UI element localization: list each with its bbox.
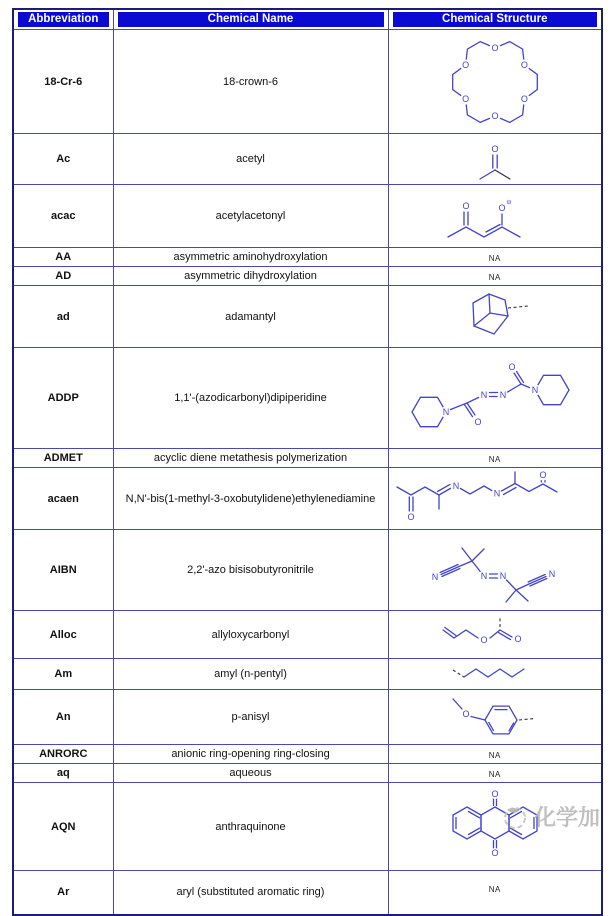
- acetyl-structure: [463, 134, 527, 184]
- header-row: [13, 9, 602, 30]
- adamantyl-structure: [449, 289, 541, 345]
- table-row: [13, 348, 602, 449]
- abbreviation-cell: AA: [13, 248, 113, 267]
- svg-text:N: N: [480, 571, 487, 582]
- header-chemical-structure-label: Chemical Structure: [393, 12, 598, 27]
- chemical-structure-cell: [388, 248, 602, 267]
- table-row: [13, 611, 602, 659]
- na-label: NA: [488, 254, 501, 263]
- abbreviation-cell: An: [13, 690, 113, 745]
- abbreviation-table: [12, 8, 603, 916]
- header-chemical-name: [113, 9, 388, 30]
- svg-text:O: O: [520, 93, 528, 104]
- abbreviation-cell: ADMET: [13, 449, 113, 468]
- acaen-structure: [389, 469, 604, 529]
- chemical-structure-cell: [388, 871, 602, 915]
- header-abbreviation: [13, 9, 113, 30]
- aibn-structure: [415, 530, 575, 610]
- svg-text:N: N: [442, 407, 449, 418]
- chemical-name-cell: asymmetric dihydroxylation: [113, 267, 388, 286]
- table-row: [13, 468, 602, 530]
- svg-text:O: O: [474, 417, 482, 428]
- abbreviation-cell: ANRORC: [13, 745, 113, 764]
- chemical-name-cell: adamantyl: [113, 286, 388, 348]
- chemical-structure-cell: [388, 659, 602, 690]
- chemical-name-cell: aryl (substituted aromatic ring): [113, 871, 388, 915]
- chemical-name-cell: 1,1'-(azodicarbonyl)dipiperidine: [113, 348, 388, 449]
- alloc-structure: [435, 612, 555, 658]
- chemical-structure-cell: [388, 449, 602, 468]
- svg-text:N: N: [493, 488, 500, 499]
- table-row: [13, 530, 602, 611]
- abbreviation-cell: acac: [13, 185, 113, 248]
- chemical-name-cell: p-anisyl: [113, 690, 388, 745]
- abbreviation-cell: Alloc: [13, 611, 113, 659]
- svg-text:N: N: [499, 571, 506, 582]
- svg-text:N: N: [548, 569, 555, 580]
- svg-text:O: O: [491, 42, 499, 53]
- chemical-name-cell: 2,2'-azo bisisobutyronitrile: [113, 530, 388, 611]
- chemical-structure-cell: [388, 764, 602, 783]
- abbreviation-cell: Am: [13, 659, 113, 690]
- watermark-text: 化学加: [533, 805, 600, 830]
- abbreviation-cell: Ar: [13, 871, 113, 915]
- chemical-structure-cell: [388, 286, 602, 348]
- svg-text:N: N: [499, 390, 506, 401]
- abbreviation-cell: 18-Cr-6: [13, 30, 113, 134]
- chemical-name-cell: acetylacetonyl: [113, 185, 388, 248]
- abbreviation-cell: AD: [13, 267, 113, 286]
- svg-text:N: N: [531, 385, 538, 396]
- table-row: [13, 30, 602, 134]
- chemical-structure-cell: [388, 530, 602, 611]
- addp-structure: [395, 348, 595, 448]
- acetylacetonyl-structure: [440, 185, 550, 247]
- svg-text:O: O: [461, 59, 469, 70]
- svg-text:O: O: [498, 203, 506, 214]
- abbreviation-cell: acaen: [13, 468, 113, 530]
- chemical-structure-cell: [388, 690, 602, 745]
- table-row: [13, 134, 602, 185]
- svg-text:O: O: [406, 511, 415, 522]
- svg-text:N: N: [480, 390, 487, 401]
- chemical-structure-cell: [388, 611, 602, 659]
- table-row: [13, 267, 602, 286]
- svg-text:O: O: [508, 362, 516, 373]
- abbreviation-cell: AIBN: [13, 530, 113, 611]
- huaxuejia-logo-icon: [501, 803, 529, 831]
- table-row: [13, 449, 602, 468]
- svg-text:O: O: [491, 847, 499, 858]
- svg-text:O: O: [491, 110, 499, 121]
- table-row: [13, 185, 602, 248]
- chemical-name-cell: 18-crown-6: [113, 30, 388, 134]
- svg-text:O: O: [462, 201, 470, 212]
- svg-text:O: O: [462, 709, 470, 720]
- table-row: [13, 690, 602, 745]
- chemical-structure-cell: [388, 468, 602, 530]
- table-row: [13, 764, 602, 783]
- abbreviation-cell: Ac: [13, 134, 113, 185]
- chemical-name-cell: allyloxycarbonyl: [113, 611, 388, 659]
- table-row: [13, 745, 602, 764]
- chemical-name-cell: asymmetric aminohydroxylation: [113, 248, 388, 267]
- svg-text:O: O: [480, 634, 488, 645]
- chemical-name-cell: aqueous: [113, 764, 388, 783]
- table-row: [13, 659, 602, 690]
- abbreviation-cell: aq: [13, 764, 113, 783]
- watermark: [501, 801, 600, 832]
- chemical-structure-cell: [388, 134, 602, 185]
- na-label: NA: [488, 751, 501, 760]
- svg-text:O: O: [491, 788, 499, 799]
- svg-text:⊖: ⊖: [506, 199, 512, 206]
- chemical-name-cell: N,N'-bis(1-methyl-3-oxobutylidene)ethylenediamine: [113, 468, 388, 530]
- chemical-structure-cell: [388, 185, 602, 248]
- svg-text:O: O: [461, 93, 469, 104]
- chemical-name-cell: anthraquinone: [113, 783, 388, 871]
- header-chemical-structure: [388, 9, 602, 30]
- abbreviation-cell: ADDP: [13, 348, 113, 449]
- na-label: NA: [488, 885, 501, 894]
- header-chemical-name-label: Chemical Name: [118, 12, 384, 27]
- svg-text:O: O: [520, 59, 528, 70]
- chemical-structure-cell: [388, 745, 602, 764]
- na-label: NA: [488, 455, 501, 464]
- svg-text:O: O: [514, 633, 522, 644]
- chemical-name-cell: anionic ring-opening ring-closing: [113, 745, 388, 764]
- oxygen-labels: [460, 42, 530, 121]
- svg-text:N: N: [431, 572, 438, 583]
- chemical-name-cell: amyl (n-pentyl): [113, 659, 388, 690]
- anisyl-structure: [445, 690, 545, 744]
- chemical-structure-cell: [388, 348, 602, 449]
- abbreviation-cell: AQN: [13, 783, 113, 871]
- table-row: [13, 286, 602, 348]
- table-row: [13, 248, 602, 267]
- abbreviation-cell: ad: [13, 286, 113, 348]
- table-row: [13, 871, 602, 915]
- na-label: NA: [488, 273, 501, 282]
- crown-ether-structure: [420, 34, 570, 130]
- header-abbreviation-label: Abbreviation: [18, 12, 109, 27]
- svg-text:O: O: [538, 469, 547, 480]
- chemical-name-cell: acetyl: [113, 134, 388, 185]
- chemical-name-cell: acyclic diene metathesis polymerization: [113, 449, 388, 468]
- amyl-structure: [447, 661, 543, 687]
- na-label: NA: [488, 770, 501, 779]
- svg-text:O: O: [491, 144, 499, 155]
- svg-text:N: N: [452, 480, 459, 491]
- chemical-structure-cell: [388, 267, 602, 286]
- chemical-structure-cell: [388, 30, 602, 134]
